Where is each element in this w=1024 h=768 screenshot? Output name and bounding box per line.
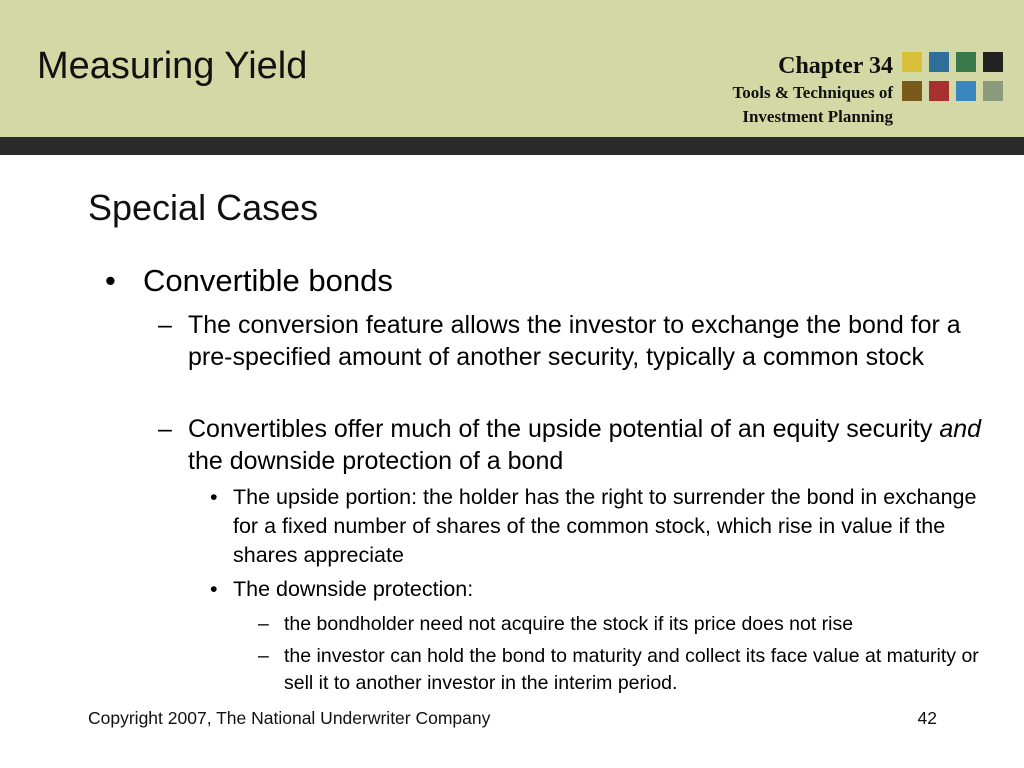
dash-marker: –: [258, 645, 269, 667]
swatch-3: [956, 52, 976, 72]
swatch-2: [929, 52, 949, 72]
point-text: The downside protection:: [233, 577, 474, 601]
point-text: The upside portion: the holder has the right to surrender the bond in exchange for a fixed number of shares of the common stock, which rise in value if the shares appreciate: [233, 485, 977, 567]
bullet-marker: •: [210, 577, 218, 601]
swatch-6: [929, 81, 949, 101]
swatch-4: [983, 52, 1003, 72]
emphasis-and: and: [939, 415, 982, 443]
chapter-subtitle-line2: Investment Planning: [742, 107, 893, 126]
footer-page-number: 42: [917, 708, 937, 728]
swatch-1: [902, 52, 922, 72]
dash-marker: –: [158, 311, 172, 339]
header-divider-bar: [0, 137, 1024, 155]
bullet-convertible-bonds: [105, 262, 985, 300]
dash-marker: –: [258, 613, 269, 635]
swatch-8: [983, 81, 1003, 101]
chapter-label-block: [733, 51, 893, 129]
dash-marker: –: [158, 415, 172, 443]
text-after-emphasis: the downside protection of a bond: [188, 447, 564, 475]
swatch-7: [956, 81, 976, 101]
bullet-marker: •: [105, 263, 116, 298]
detail-text: the investor can hold the bond to maturity and collect its face value at maturity or sell it to another investor in the interim period.: [284, 645, 979, 694]
content-heading: Special Cases: [88, 187, 319, 228]
text-before-emphasis: Convertibles offer much of the upside potential of an equity security: [188, 415, 940, 443]
bullet-text: Convertible bonds: [143, 263, 393, 298]
sub-bullet-upside-potential: [158, 413, 988, 477]
detail-text: the bondholder need not acquire the stock if its price does not rise: [284, 613, 854, 635]
point-upside-portion: [210, 483, 990, 570]
sub-bullet-text: [188, 413, 988, 477]
detail-bondholder-need-not-acquire: [258, 611, 998, 638]
footer-copyright: Copyright 2007, The National Underwriter Company: [88, 708, 491, 728]
detail-hold-to-maturity: [258, 643, 998, 697]
point-downside-protection: [210, 575, 990, 604]
swatch-5: [902, 81, 922, 101]
sub-bullet-conversion-feature: [158, 309, 988, 373]
sub-bullet-text: The conversion feature allows the investor to exchange the bond for a pre-specified amount of another security, typically a common stock: [188, 311, 961, 371]
slide-title: Measuring Yield: [37, 45, 308, 87]
bullet-marker: •: [210, 485, 218, 509]
chapter-subtitle-line1: Tools & Techniques of: [732, 83, 893, 102]
chapter-number: Chapter 34: [778, 53, 893, 79]
color-swatch-grid: [902, 52, 1006, 104]
